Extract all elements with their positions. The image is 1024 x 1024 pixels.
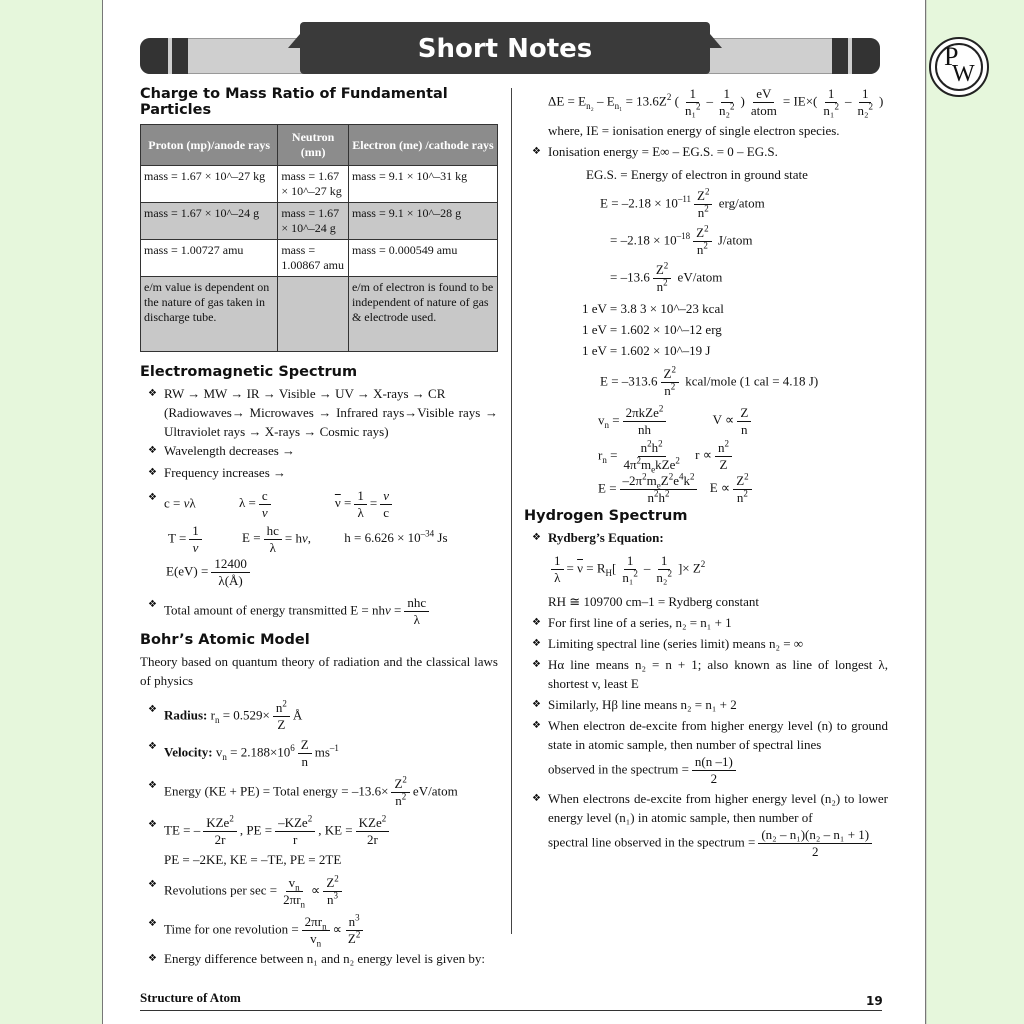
equation-radius: ❖ Radius: $r_n = 0.529\times$ $\frac{n^2}{Z}$ Å	[140, 700, 498, 733]
table-cell: mass = 1.67 × 10^–24 g	[278, 203, 349, 240]
ie-definition: where, IE = ionisation energy of single electron species.	[548, 123, 840, 138]
equation-vn: $v_n$ = $\frac{2\pi kZe^2}{nh}$ V ∝ $\frac{Z}{n}$	[524, 405, 888, 438]
table-cell: mass = 1.67 × 10^–27 kg	[278, 166, 349, 203]
right-column	[524, 86, 888, 860]
equation-total-energy-bohr: ❖ Energy (KE + PE) = Total energy = –13.6× $\frac{Z^2}{n^2}$ eV/atom	[140, 776, 498, 809]
left-column	[140, 86, 498, 968]
table-cell: e/m value is dependent on the nature of gas taken in discharge tube.	[141, 277, 278, 352]
pw-logo: P W	[929, 37, 989, 97]
table-cell: mass = 1.00727 amu	[141, 240, 278, 277]
list-item: ❖ Similarly, Hβ line means n₂ = n₁ + 2	[524, 695, 888, 714]
table-header: Neutron (mn)	[278, 125, 349, 166]
equation-velocity: ❖ Velocity: $v_n = 2.188\times 10^6$ $\frac{Z}{n}$ $ms^{-1}$	[140, 737, 498, 770]
column-divider	[511, 88, 512, 934]
bohr-intro: Theory based on quantum theory of radiation and the classical laws of physics	[140, 654, 498, 688]
heading-em-spectrum: Electromagnetic Spectrum	[140, 364, 358, 380]
equation-rn: $r_n$ = $\frac{n^2h^2}{4\pi^2m_ekZe^2}$ r ∝ $\frac{n^2}{Z}$	[524, 440, 888, 473]
table-cell: mass = 1.00867 amu	[278, 240, 349, 277]
table-cell	[278, 277, 349, 352]
ev-conversion: 1 eV = 3.8 3 × 10^–23 kcal	[582, 301, 724, 316]
ev-conversion: 1 eV = 1.602 × 10^–12 erg	[582, 322, 722, 337]
equation-c-nu-lambda: ❖ c = νλ λ = $\frac{c}{\nu}$ $\overline{\nu}$ = $\frac{1}{\lambda}$ = $\frac{\nu}{c}$	[140, 488, 498, 521]
heading-bohr: Bohr’s Atomic Model	[140, 632, 310, 648]
equation-e-kcal: E = –313.6 $\frac{Z^2}{n^2}$ kcal/mole (1 cal = 4.18 J)	[600, 364, 819, 398]
table-cell: e/m of electron is found to be independent of nature of gas & electrode used.	[348, 277, 497, 352]
footer-rule	[140, 1010, 882, 1011]
table-header: Electron (me) /cathode rays	[348, 125, 497, 166]
equation-e-ev: = –13.6 $\frac{Z^2}{n^2}$ eV/atom	[610, 260, 723, 294]
list-item: ❖ When electrons de-excite from higher energy level (n₂) to lower energy level (n₁) in atomic sample, then number of spectral line observed in the spectrum = $\frac{\text{(n₂ – n₁)(n₂ – n₁ + 1)}}{2}$	[524, 789, 888, 860]
list-item: ❖ Rydberg’s Equation:	[524, 528, 888, 547]
list-item: ❖ For first line of a series, n₂ = n₁ + 1	[524, 613, 888, 632]
table-header: Proton (mp)/anode rays	[141, 125, 278, 166]
list-item: ❖ RW → MW → IR → Visible → UV → X-rays → CR (Radiowaves→ Microwaves → Infrared rays→Visible rays → Ultraviolet rays → X-rays → Cosmic rays)	[140, 384, 498, 441]
list-item: ❖ When electron de-excite from higher energy level (n) to ground state in atomic sample, then number of spectral lines observed in the spectrum = $\frac{n(n -1)}{2}$	[524, 716, 888, 787]
equation-t-e-h: T = $\frac{1}{\nu}$ E = $\frac{hc}{\lambda}$ = hν, $h = 6.626 \times 10^{-34}$ Js	[168, 523, 448, 555]
page-title: Short Notes	[300, 22, 710, 74]
table-cell: mass = 0.000549 amu	[348, 240, 497, 277]
table-cell: mass = 1.67 × 10^–24 g	[141, 203, 278, 240]
table-cell: mass = 9.1 × 10^–28 g	[348, 203, 497, 240]
equation-ev: E(eV) = $\frac{12400}{\lambda(Å)}$	[140, 556, 498, 589]
equation-delta-e: $\Delta E = E_{n_2} - E_{n_1} = 13.6Z^2$ ( $\frac{1}{n_1^2}$ – $\frac{1}{n_2^2}$ ) $\frac{eV}{\text{atom}}$ = IE×( $\frac{1}{n_1^2}$ – $\frac{1}{n_2^2}$ )	[548, 86, 884, 118]
heading-charge-mass: Charge to Mass Ratio of Fundamental Particles	[140, 86, 448, 118]
equation-rydberg: $\frac{1}{\lambda}$ = $\overline{\nu} = R_H$[ $\frac{1}{n_1^2}$ – $\frac{1}{n_2^2}$ ]× $Z^2$	[524, 553, 888, 586]
footer-chapter: Structure of Atom	[140, 990, 241, 1005]
egs-definition: EG.S. = Energy of electron in ground state	[586, 167, 808, 182]
rydberg-constant: RH ≅ 109700 cm–1 = Rydberg constant	[548, 594, 760, 609]
charge-mass-table	[140, 124, 498, 352]
list-item: ❖ Wavelength decreases →	[140, 441, 498, 460]
equation-time-revolution: ❖ Time for one revolution = $\frac{2\pi r_n}{v_n}$ ∝ $\frac{n^3}{Z^2}$	[140, 914, 498, 947]
pe-ke-relation: PE = –2KE, KE = –TE, PE = 2TE	[164, 852, 342, 867]
list-item: ❖ Limiting spectral line (series limit) means n₂ = ∞	[524, 634, 888, 653]
equation-e-bohr: E = $\frac{-2\pi^2m_eZ^2e^4k^2}{n^2h^2}$ E ∝ $\frac{Z^2}{n^2}$	[524, 473, 888, 506]
ev-conversion: 1 eV = 1.602 × 10^–19 J	[582, 343, 711, 358]
list-item: ❖ Energy difference between n₁ and n₂ energy level is given by:	[140, 949, 498, 968]
banner-cap-right	[832, 38, 880, 74]
banner-cap-left	[140, 38, 188, 74]
table-cell: mass = 1.67 × 10^–27 kg	[141, 166, 278, 203]
list-item: ❖ Frequency increases →	[140, 463, 498, 482]
equation-e-joule: = $-2.18 \times 10^{-18}$ $\frac{Z^2}{n^2}$ J/atom	[610, 223, 753, 257]
equation-total-energy: ❖ Total amount of energy transmitted E = nhν = $\frac{\text{nhc}}{\lambda}$	[140, 595, 498, 628]
page-number: 19	[866, 994, 883, 1008]
equation-e-erg: $E = -2.18 \times 10^{-11}$ $\frac{Z^2}{n^2}$ erg/atom	[600, 186, 765, 220]
list-item: ❖ Ionisation energy = E∞ – EG.S. = 0 – EG.S.	[524, 142, 888, 161]
equation-revolutions: ❖ Revolutions per sec = $\frac{v_n}{2\pi r_n}$ ∝ $\frac{Z^2}{n^3}$	[140, 875, 498, 908]
heading-hydrogen: Hydrogen Spectrum	[524, 508, 688, 524]
table-cell: mass = 9.1 × 10^–31 kg	[348, 166, 497, 203]
list-item: ❖ Hα line means n₂ = n + 1; also known as line of longest λ, shortest v, least E	[524, 655, 888, 693]
equation-te-pe-ke: ❖ TE = – $\frac{KZe^2}{2r}$ , PE = $\frac{-KZe^2}{r}$ , KE = $\frac{KZe^2}{2r}$	[140, 815, 498, 848]
